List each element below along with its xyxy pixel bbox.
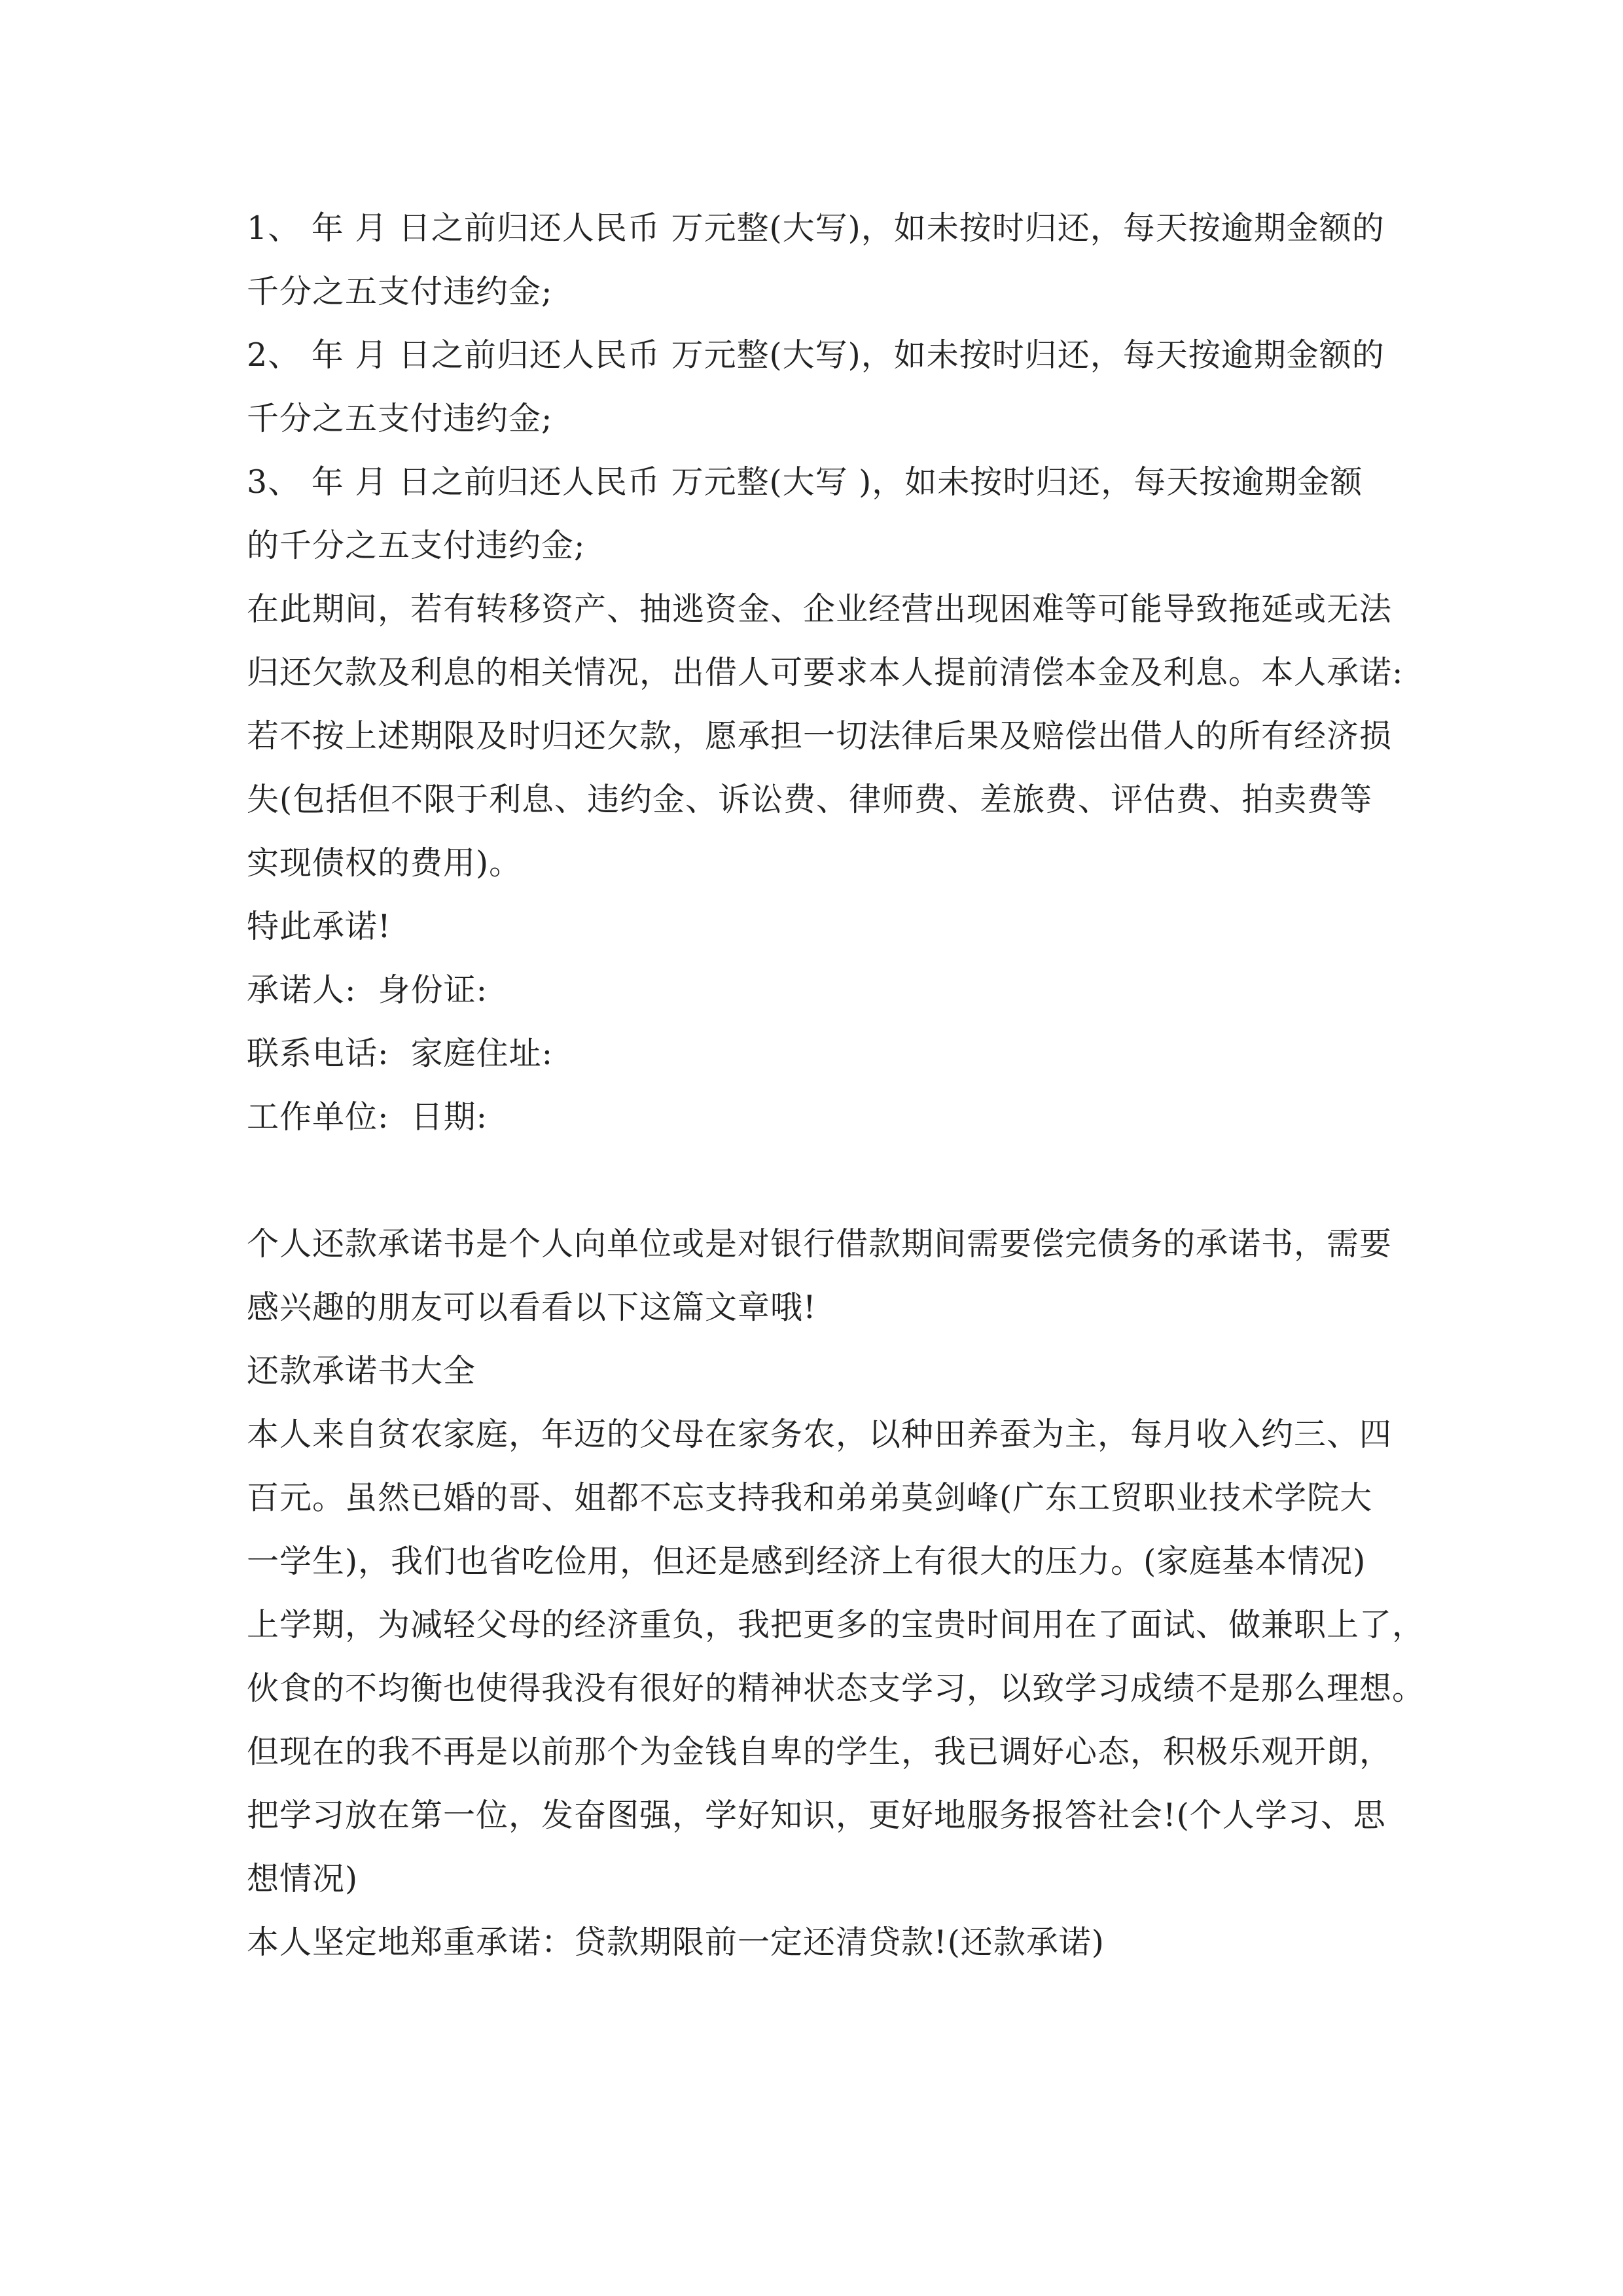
section-heading: 还款承诺书大全 [247, 1352, 476, 1390]
text-line: 若不按上述期限及时归还欠款，愿承担一切法律后果及赔偿出借人的所有经济损 [247, 717, 1393, 755]
text-line: 失(包括但不限于利息、违约金、诉讼费、律师费、差旅费、评估费、拍卖费等 [247, 781, 1373, 818]
text-line: 2、 年 月 日之前归还人民币 万元整(大写)，如未按时归还，每天按逾期金额的 [247, 336, 1385, 374]
text-line: 上学期，为减轻父母的经济重负，我把更多的宝贵时间用在了面试、做兼职上了， [247, 1606, 1425, 1643]
text-line: 个人还款承诺书是个人向单位或是对银行借款期间需要偿完债务的承诺书，需要 [247, 1225, 1393, 1263]
document-body [247, 196, 1425, 1974]
text-line: 本人来自贫农家庭，年迈的父母在家务农，以种田养蚕为主，每月收入约三、四 [247, 1416, 1393, 1453]
text-line: 想情况) [247, 1860, 359, 1897]
signature-line-workplace: 工作单位: 日期: [247, 1098, 488, 1136]
text-line: 千分之五支付违约金; [247, 400, 553, 437]
signature-line-promisor: 承诺人: 身份证: [247, 971, 488, 1009]
text-line: 实现债权的费用)。 [247, 844, 522, 882]
section-gap [247, 1149, 1382, 1212]
text-line: 但现在的我不再是以前那个为金钱自卑的学生，我已调好心态，积极乐观开朗， [247, 1733, 1393, 1770]
text-line: 百元。虽然已婚的哥、姐都不忘支持我和弟弟莫剑峰(广东工贸职业技术学院大 [247, 1479, 1373, 1516]
text-line: 归还欠款及利息的相关情况，出借人可要求本人提前清偿本金及利息。本人承诺: [247, 654, 1404, 691]
text-line: 1、 年 月 日之前归还人民币 万元整(大写)，如未按时归还，每天按逾期金额的 [247, 209, 1385, 247]
text-line: 本人坚定地郑重承诺：贷款期限前一定还清贷款!(还款承诺) [247, 1924, 1105, 1961]
text-line: 伙食的不均衡也使得我没有很好的精神状态支学习，以致学习成绩不是那么理想。 [247, 1670, 1425, 1707]
text-line: 在此期间，若有转移资产、抽逃资金、企业经营出现困难等可能导致拖延或无法 [247, 590, 1393, 628]
text-line: 的千分之五支付违约金; [247, 527, 586, 564]
text-line: 把学习放在第一位，发奋图强，学好知识，更好地服务报答社会!(个人学习、思 [247, 1797, 1386, 1834]
text-line: 千分之五支付违约金; [247, 273, 553, 310]
text-line: 感兴趣的朋友可以看看以下这篇文章哦! [247, 1289, 817, 1326]
text-line: 特此承诺! [247, 908, 391, 945]
text-line: 3、 年 月 日之前归还人民币 万元整(大写 )，如未按时归还，每天按逾期金额 [247, 463, 1363, 501]
signature-line-contact: 联系电话: 家庭住址: [247, 1035, 554, 1072]
text-line: 一学生)，我们也省吃俭用，但还是感到经济上有很大的压力。(家庭基本情况) [247, 1543, 1366, 1580]
